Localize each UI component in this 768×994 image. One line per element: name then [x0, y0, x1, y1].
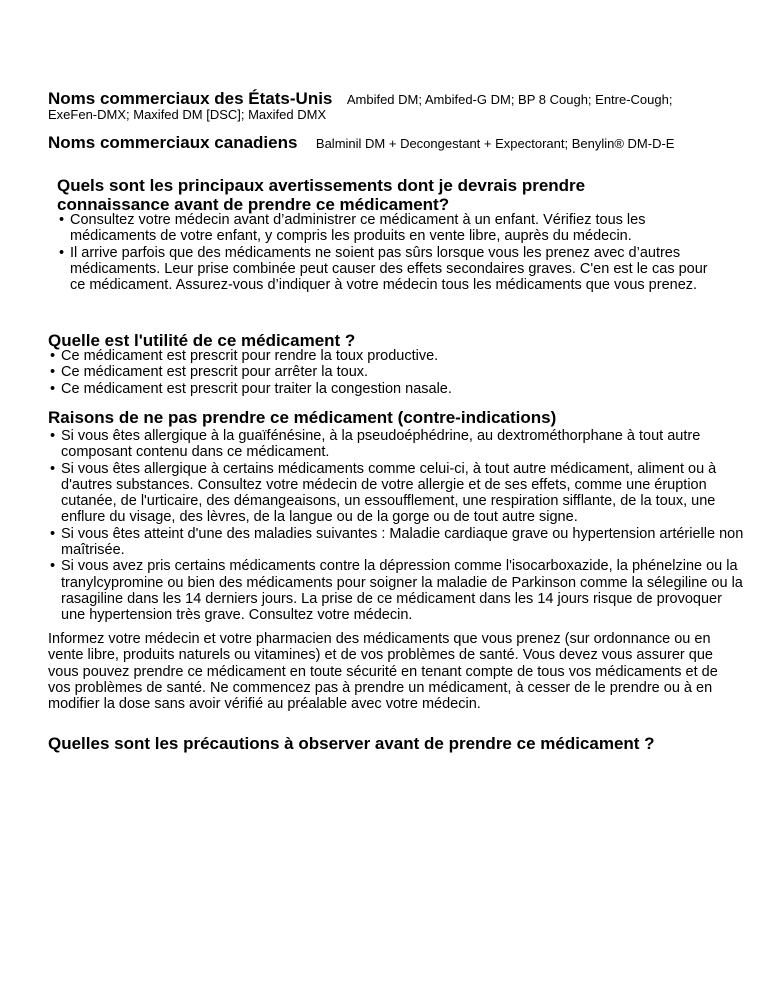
- contraindications-list: [50, 428, 747, 624]
- canadian-brand-names-value: Balminil DM + Decongestant + Expectorant; Benylin® DM-D-E: [315, 136, 675, 151]
- list-item: • Si vous avez pris certains médicaments contre la dépression comme l'isocarboxazide, la phénelzine ou la tranylcypromine ou bien des médicaments pour soigner la maladie de Parkinson comme la sélegiline ou la rasagiline dans les 14 derniers jours. La prise de ce médicament dans les 14 jours risque de provoquer une hypertension très grave. Consultez votre médecin.: [50, 558, 747, 623]
- us-brand-names-label: Noms commerciaux des États-Unis: [48, 89, 333, 108]
- warnings-list: [59, 212, 724, 293]
- list-item: • Il arrive parfois que des médicaments ne soient pas sûrs lorsque vous les prenez avec d’autres médicaments. Leur prise combinée peut causer des effets secondaires graves. C'en est le cas pour ce médicament. Assurez-vous d’indiquer à votre médecin tous les médicaments que vous prenez.: [59, 245, 724, 294]
- warnings-heading: Quels sont les principaux avertissements dont je devrais prendre connaissance avant de prendre ce médicament?: [57, 176, 586, 214]
- list-item: • Ce médicament est prescrit pour arrêter la toux.: [50, 364, 730, 380]
- uses-heading: Quelle est l'utilité de ce médicament ?: [48, 331, 356, 350]
- canadian-brand-names-line: [48, 133, 674, 153]
- us-brand-names-value: Ambifed DM; Ambifed-G DM; BP 8 Cough; Entre-Cough;: [346, 92, 673, 107]
- canadian-brand-names-label: Noms commerciaux canadiens: [48, 133, 298, 152]
- list-item: • Si vous êtes allergique à certains médicaments comme celui-ci, à tout autre médicament, aliment ou à d'autres substances. Consultez votre médecin de votre allergie et de ses effets, comme une éruption cutanée, de l'urticaire, des démangeaisons, un essoufflement, une respiration sifflante, de la toux, une enflure du visage, des lèvres, de la langue ou de la gorge ou de tout autre signe.: [50, 461, 747, 526]
- precautions-heading: Quelles sont les précautions à observer avant de prendre ce médicament ?: [48, 734, 655, 753]
- contraindications-heading: Raisons de ne pas prendre ce médicament (contre-indications): [48, 408, 557, 427]
- list-item: • Si vous êtes atteint d'une des maladies suivantes : Maladie cardiaque grave ou hypertension artérielle non maîtrisée.: [50, 526, 747, 559]
- list-item: • Consultez votre médecin avant d’administrer ce médicament à un enfant. Vérifiez tous les médicaments de votre enfant, y compris les produits en vente libre, auprès du médecin.: [59, 212, 724, 245]
- medication-info-paragraph: Informez votre médecin et votre pharmacien des médicaments que vous prenez (sur ordonnance ou en vente libre, produits naturels ou vitamines) et de vos problèmes de santé. Vous devez vous assurer que vous pouvez prendre ce médicament en toute sécurité en tenant compte de tous vos médicaments et de vos problèmes de santé. Ne commencez pas à prendre un médicament, à cesser de le prendre ou à en modifier la dose sans avoir vérifié au préalable avec votre médecin.: [48, 631, 718, 713]
- uses-list: [50, 348, 730, 397]
- us-brand-names-value-continued: ExeFen-DMX; Maxifed DM [DSC]; Maxifed DMX: [48, 107, 327, 122]
- list-item: • Ce médicament est prescrit pour traiter la congestion nasale.: [50, 381, 730, 397]
- us-brand-names-line: [48, 89, 672, 109]
- list-item: • Si vous êtes allergique à la guaïfénésine, à la pseudoéphédrine, au dextrométhorphane à tout autre composant contenu dans ce médicament.: [50, 428, 747, 461]
- list-item: • Ce médicament est prescrit pour rendre la toux productive.: [50, 348, 730, 364]
